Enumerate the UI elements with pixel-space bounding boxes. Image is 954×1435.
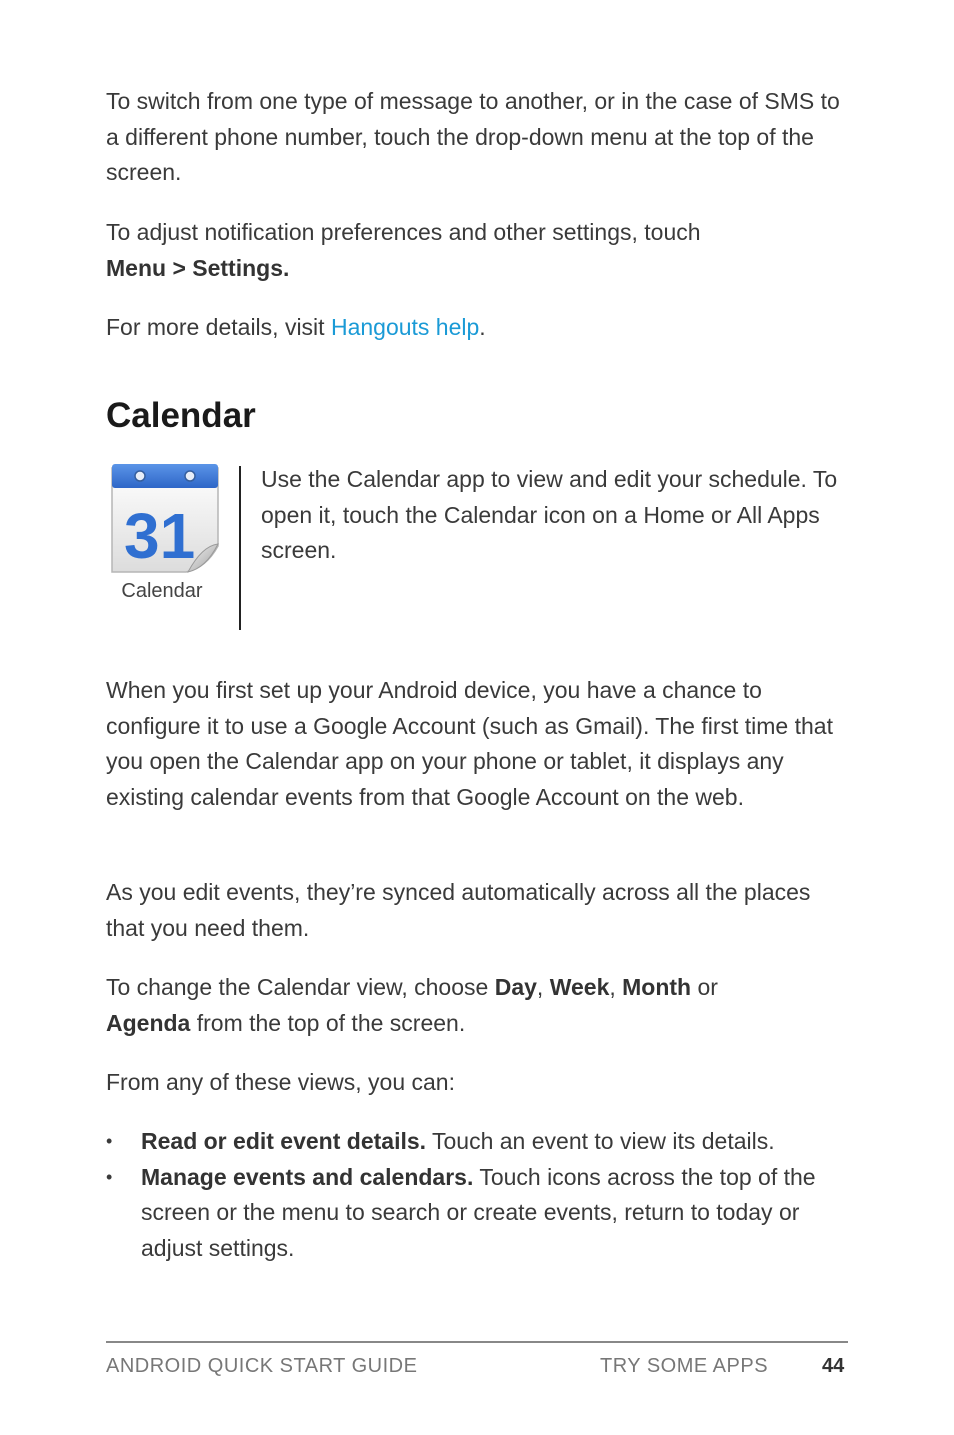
- view-month: Month: [622, 974, 692, 1000]
- view-agenda: Agenda: [106, 1009, 191, 1036]
- details-text: For more details, visit: [106, 314, 331, 340]
- calendar-app-icon: [106, 460, 226, 583]
- paragraph-synced: As you edit events, they’re synced automatically across all the places that you need them.: [106, 879, 811, 941]
- change-view-end: from the top of the screen.: [190, 1009, 466, 1036]
- list-item-bold: Manage events and calendars.: [141, 1163, 474, 1190]
- menu-settings-bold: Menu > Settings.: [106, 254, 290, 281]
- sep-1: ,: [536, 974, 550, 1000]
- footer-guide-title: ANDROID QUICK START GUIDE: [106, 1355, 418, 1377]
- view-day: Day: [494, 974, 537, 1000]
- sep-2: ,: [609, 974, 623, 1000]
- paragraph-change-view: [106, 970, 848, 1041]
- footer-divider: [106, 1341, 848, 1343]
- bullet: •: [106, 1166, 113, 1187]
- calendar-icon: [106, 460, 224, 578]
- footer-section-title: TRY SOME APPS: [600, 1355, 769, 1377]
- action-list: [106, 1124, 848, 1266]
- details-period: .: [479, 314, 486, 340]
- list-item-text: Touch icons across the top of the screen or the menu to search or create events, return to today or adjust settings.: [141, 1163, 816, 1261]
- hangouts-help-link[interactable]: Hangouts help: [330, 314, 480, 340]
- paragraph-from-views: From any of these views, you can:: [106, 1069, 455, 1095]
- calendar-icon-label: Calendar: [121, 580, 203, 602]
- bullet: •: [106, 1131, 113, 1151]
- icon-number: 31: [124, 500, 196, 572]
- section-heading: Calendar: [106, 396, 256, 435]
- paragraph-switch-message: To switch from one type of message to another, or in the case of SMS to a different phone number, touch the drop-down menu at the top of the screen.: [106, 88, 840, 185]
- change-view-text: To change the Calendar view, choose: [106, 974, 495, 1000]
- list-item-text: Touch an event to view its details.: [426, 1128, 775, 1154]
- paragraph-more-details: [106, 310, 848, 346]
- list-item-bold: Read or edit event details.: [141, 1128, 427, 1154]
- view-week: Week: [549, 974, 610, 1000]
- paragraph-notification-settings: [106, 215, 848, 286]
- list-item: [106, 1124, 848, 1160]
- paragraph-first-setup: When you first set up your Android device, you have a chance to configure it to use a Google Account (such as Gmail). The first time that you open the Calendar app on your phone or tablet, it displays any existing calendar events from that Google Account on the web.: [106, 677, 833, 810]
- settings-text: To adjust notification preferences and other settings, touch: [106, 219, 701, 245]
- page-number: 44: [822, 1355, 845, 1377]
- list-item: [106, 1160, 848, 1267]
- divider-line: [239, 466, 241, 630]
- calendar-intro: Use the Calendar app to view and edit your schedule. To open it, touch the Calendar icon on a Home or All Apps screen.: [261, 466, 838, 563]
- word-or: or: [691, 974, 718, 1000]
